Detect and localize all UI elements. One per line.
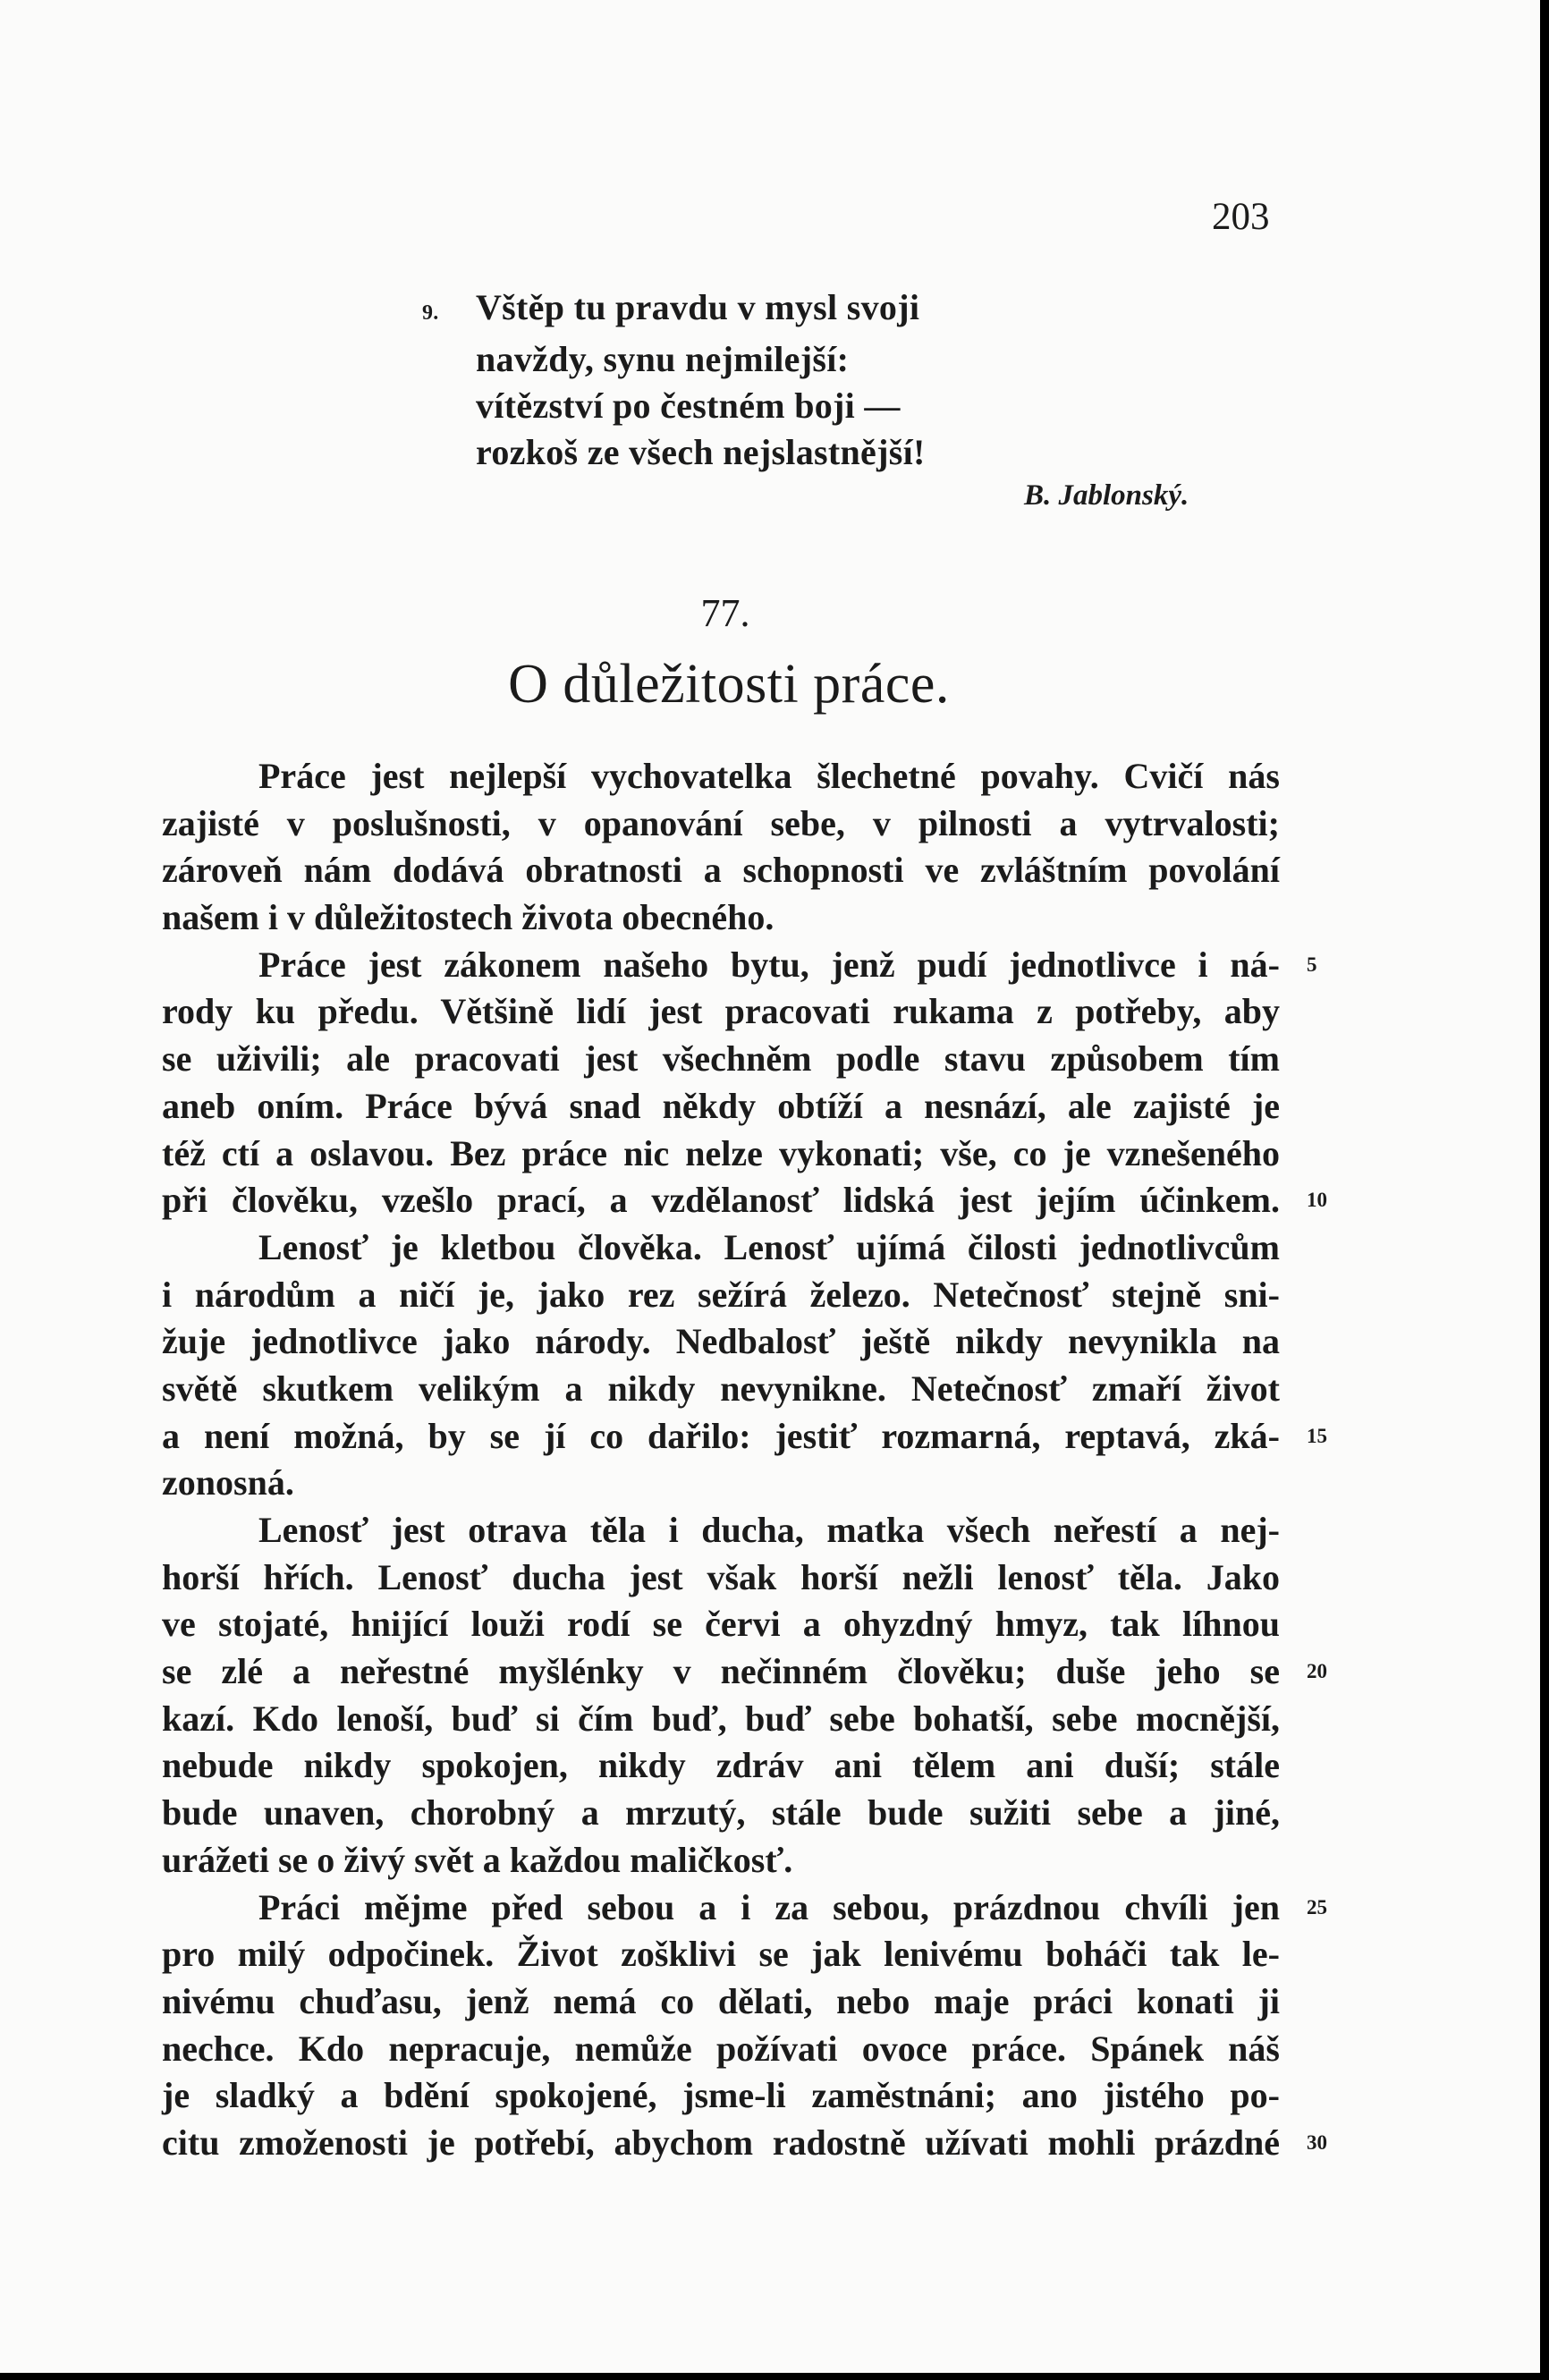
text-line xyxy=(162,942,1317,989)
text-line xyxy=(162,1554,1280,1602)
text-line xyxy=(162,847,1280,894)
text-line xyxy=(162,2120,1327,2167)
text-line-content: bude unaven, chorobný a mrzutý, stále bude sužiti sebe a jiné, xyxy=(162,1792,1280,1834)
text-line-content: a není možná, by se jí co dařilo: jestiť rozmarná, reptavá, zká- xyxy=(162,1415,1280,1456)
text-line-content: žuje jednotlivce jako národy. Nedbalosť ještě nikdy nevynikla na xyxy=(162,1321,1280,1362)
text-line-content: horší hřích. Lenosť ducha jest však horší nežli lenosť těla. Jako xyxy=(162,1556,1280,1597)
line-number: 5 xyxy=(1307,953,1317,976)
text-line xyxy=(162,1460,1280,1507)
text-line-content: zonosná. xyxy=(162,1462,294,1503)
text-line-content: též ctí a oslavou. Bez práce nic nelze vykonati; vše, co je vznešeného xyxy=(162,1132,1280,1173)
text-line xyxy=(162,1648,1327,1696)
text-line-content: Práce jest nejlepší vychovatelka šlechetné povahy. Cvičí nás xyxy=(258,756,1280,796)
poem-stanza xyxy=(422,284,926,476)
text-line xyxy=(162,1036,1280,1083)
poem-line-text: Vštěp tu pravdu v mysl svoji xyxy=(476,287,920,327)
text-line xyxy=(162,1790,1280,1837)
text-line xyxy=(162,1507,1280,1554)
text-line-content: se uživili; ale pracovati jest všechněm podle stavu způsobem tím xyxy=(162,1038,1280,1080)
text-line-content: našem i v důležitostech života obecného. xyxy=(162,897,774,938)
text-line xyxy=(162,1366,1280,1413)
text-line-content: Práci mějme před sebou a i za sebou, prázdnou chvíli jen xyxy=(258,1886,1280,1927)
text-line-content: Práce jest zákonem našeho bytu, jenž pudí jednotlivce i ná- xyxy=(258,944,1280,985)
text-line xyxy=(162,800,1280,848)
poem-author: B. Jablonský. xyxy=(1024,479,1189,512)
poem-line: navždy, synu nejmilejší: xyxy=(476,339,850,379)
text-line-content: i národům a ničí je, jako rez sežírá železo. Netečnosť stejně sni- xyxy=(162,1274,1280,1315)
text-line-content: Lenosť jest otrava těla i ducha, matka všech neřestí a nej- xyxy=(258,1510,1280,1550)
text-line-content: zároveň nám dodává obratnosti a schopnosti ve zvláštním povolání xyxy=(162,850,1280,891)
poem-line: rozkoš ze všech nejslastnější! xyxy=(476,432,926,472)
text-line xyxy=(162,753,1280,800)
text-line-content: nechce. Kdo nepracuje, nemůže požívati ovoce práce. Spánek náš xyxy=(162,2028,1280,2069)
text-line xyxy=(162,1224,1280,1272)
text-line xyxy=(162,2072,1280,2120)
text-line xyxy=(162,1272,1280,1319)
text-line-content: citu zmoženosti je potřebí, abychom radostně užívati mohli prázdné xyxy=(162,2122,1280,2163)
text-line-content: nivému chuďasu, jenž nemá co dělati, nebo maje práci konati ji xyxy=(162,1980,1280,2021)
text-line xyxy=(162,1318,1280,1366)
text-line-content: pro milý odpočinek. Život zošklivi se jak lenivému boháči tak le- xyxy=(162,1934,1280,1975)
text-line-content: aneb oním. Práce bývá snad někdy obtíží a nesnází, ale zajisté je xyxy=(162,1085,1280,1126)
text-line xyxy=(162,1131,1280,1178)
text-line-content: nebude nikdy spokojen, nikdy zdráv ani tělem ani duší; stále xyxy=(162,1745,1280,1786)
text-line-content: se zlé a neřestné myšlénky v nečinném člověku; duše jeho se xyxy=(162,1651,1280,1692)
poem-line xyxy=(422,284,926,336)
text-line xyxy=(162,1978,1280,2026)
text-line xyxy=(162,894,1280,942)
text-line xyxy=(162,1742,1280,1790)
line-number: 20 xyxy=(1307,1660,1327,1683)
poem-line: vítězství po čestném boji — xyxy=(476,385,901,426)
text-line xyxy=(162,988,1280,1036)
line-number: 10 xyxy=(1307,1189,1327,1212)
line-number: 25 xyxy=(1307,1895,1327,1918)
text-line xyxy=(162,1837,1280,1885)
text-line xyxy=(162,1885,1327,1932)
section-title: O důležitosti práce. xyxy=(508,654,950,715)
text-line xyxy=(162,1601,1280,1648)
text-line-content: zajisté v poslušnosti, v opanování sebe, v pilnosti a vytrvalosti; xyxy=(162,802,1280,843)
text-line-content: urážeti se o živý svět a každou maličkosť. xyxy=(162,1839,793,1880)
text-line-content: kazí. Kdo lenoší, buď si čím buď, buď sebe bohatší, sebe mocnější, xyxy=(162,1698,1280,1739)
text-line xyxy=(162,1083,1280,1131)
text-line-content: je sladký a bdění spokojené, jsme-li zaměstnáni; ano jistého po- xyxy=(162,2075,1280,2116)
text-line-content: světě skutkem velikým a nikdy nevynikne. Netečnosť zmaří život xyxy=(162,1368,1280,1409)
text-line xyxy=(162,1696,1280,1743)
section-number: 77. xyxy=(700,591,750,635)
page-number: 203 xyxy=(1212,196,1270,238)
text-line xyxy=(162,1413,1327,1461)
text-line-content: při člověku, vzešlo prací, a vzdělanosť lidská jest jejím účinkem. xyxy=(162,1180,1280,1221)
text-line xyxy=(162,2026,1280,2073)
text-line xyxy=(162,1177,1327,1224)
text-line-content: Lenosť je kletbou člověka. Lenosť ujímá čilosti jednotlivcům xyxy=(258,1226,1280,1267)
body-text xyxy=(162,753,1327,2167)
line-number: 30 xyxy=(1307,2130,1327,2154)
stanza-number: 9. xyxy=(422,301,439,325)
text-line-content: ve stojaté, hnijící louži rodí se červi a ohyzdný hmyz, tak líhnou xyxy=(162,1604,1280,1645)
line-number: 15 xyxy=(1307,1424,1327,1447)
text-line-content: rody ku předu. Většině lidí jest pracovati rukama z potřeby, aby xyxy=(162,991,1280,1032)
text-line xyxy=(162,1931,1280,1978)
